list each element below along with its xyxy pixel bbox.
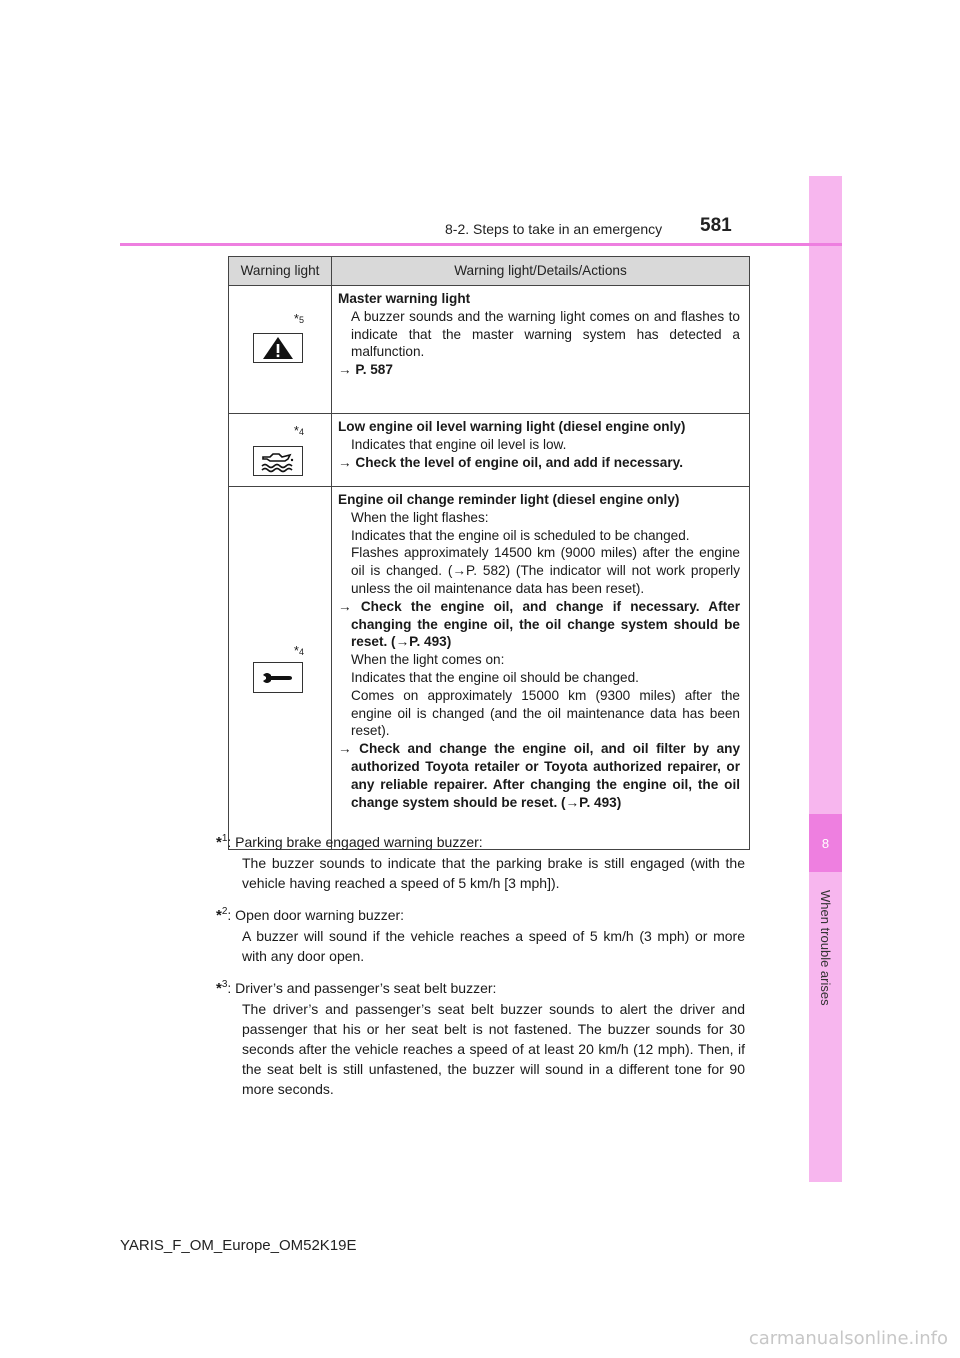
footnote-marker: *4 [293,643,304,658]
chapter-number: 8 [821,836,830,851]
detail-line: Flashes approximately 14500 km (9000 miles) after the engine oil is changed. (→P. 582) (The indicator will not work properly unless the oil maintenance data has been reset). [351,545,740,596]
detail-line: Indicates that the engine oil should be changed. [351,669,639,685]
footnote-body: The driver’s and passenger’s seat belt buzzer sounds to alert the driver and passenger that his or her seat belt is not fastened. The buzzer sounds for 30 seconds after the vehicle reaches a speed of at least 20 km/h (12 mph). Then, if the seat belt is still unfastened, the buzzer will sound in a different tone for 90 more seconds. [242,1001,745,1097]
footnote-title: *$^1$: Parking brake engaged warning buzzer: [216,833,483,851]
details-cell [332,487,750,850]
detail-line: When the light flashes: [351,509,489,525]
footnote-3 [216,975,745,1099]
table-row-low-oil-level [229,414,750,487]
column-header-details: Warning light/Details/Actions [332,257,750,286]
footnote-body: A buzzer will sound if the vehicle reaches a speed of 5 km/h (3 mph) or more with any door open. [242,928,745,964]
detail-line: When the light comes on: [351,652,505,668]
footnote-marker: *5 [293,311,304,326]
watermark: carmanualsonline.info [748,1328,948,1349]
row-title: Engine oil change reminder light (diesel engine only) [338,492,680,507]
footnotes [216,829,745,1108]
details-cell [332,286,750,414]
arrow-line: → P. 587 [338,362,393,378]
details-cell [332,414,750,487]
chapter-title: When trouble arises [818,890,833,1006]
detail-line: Indicates that the engine oil is scheduled to be changed. [351,527,690,543]
footnote-1 [216,829,745,893]
table-header-row [229,257,750,286]
warning-light-table [228,256,750,850]
column-header-warning-light: Warning light [229,257,332,286]
row-title: Master warning light [338,291,471,306]
footnote-2 [216,902,745,966]
footnote-title: *$^2$: Open door warning buzzer: [216,906,405,924]
detail-line: Comes on approximately 15000 km (9300 miles) after the engine oil is changed (and the oil maintenance data has been reset). [351,687,740,739]
table-row-oil-change-reminder [229,487,750,850]
icon-cell [229,487,332,850]
table-row-master-warning [229,286,750,414]
master-warning-triangle-icon [253,333,303,363]
footnote-body: The buzzer sounds to indicate that the parking brake is still engaged (with the vehicle having reached a speed of 5 km/h [3 mph]). [242,855,745,891]
page-number: 581 [700,215,732,236]
header-divider [120,243,842,246]
arrow-line: → Check the level of engine oil, and add if necessary. [338,454,683,470]
oil-level-icon [253,446,303,476]
icon-cell [229,286,332,414]
footnote-title: *$^3$: Driver’s and passenger’s seat belt buzzer: [216,979,497,997]
arrow-line: → Check and change the engine oil, and oil filter by any authorized Toyota retailer or Toyota authorized repairer, or any reliable repairer. After changing the engine oil, the oil change system should be reset. (→P. 493) [338,741,740,810]
detail-line: Indicates that engine oil level is low. [351,436,567,452]
detail-line: A buzzer sounds and the warning light comes on and flashes to indicate that the master warning system has detected a malfunction. [351,308,740,360]
wrench-icon [253,662,303,693]
arrow-line: → Check the engine oil, and change if necessary. After changing the engine oil, the oil change system should be reset. (→P. 493) [338,598,740,650]
chapter-side-tab [809,176,842,1182]
footnote-marker: *4 [293,423,304,438]
icon-cell [229,414,332,487]
section-title: 8-2. Steps to take in an emergency [445,221,663,237]
document-id: YARIS_F_OM_Europe_OM52K19E [120,1237,357,1254]
row-title: Low engine oil level warning light (diesel engine only) [338,419,686,434]
chapter-number-box [809,814,842,872]
